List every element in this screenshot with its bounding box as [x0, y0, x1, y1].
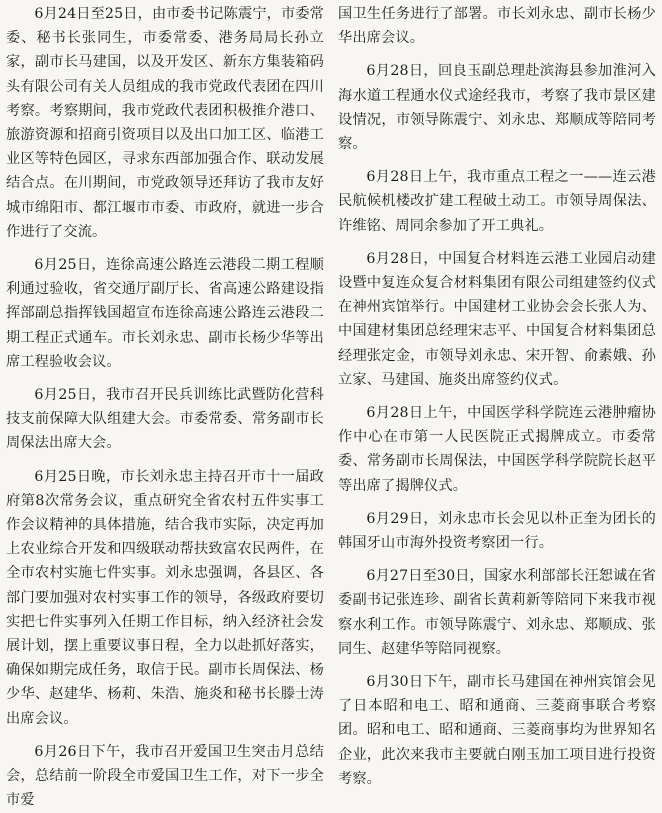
paragraph-0627-0630: 6月27日至30日，国家水利部部长汪恕诚在省委副书记张连珍、副省长黄莉新等陪同下来我市视察水利工作。市领导陈震宁、刘永忠、郑顺成、张同生、赵建华等陪同视察。	[338, 568, 657, 657]
paragraph-0625-evening: 6月25日晚，市长刘永忠主持召开市十一届政府第8次常务会议，重点研究全省农村五件实事工作会议精神的具体措施，结合我市实际，决定再加上农业综合开发和四级联动帮扶致富农民两件，在全市农村实施七件实事。刘永忠强调，各县区、各部门要加强对农村实事工作的领导，各级政府要切实把七件实事列入任期工作目标，纳入经济社会发展计划，摆上重要议事日程，全力以赴抓好落实，确保如期完成任务，取信于民。副市长周保法、杨少华、赵建华、杨莉、朱浩、施炎和秘书长滕士涛出席会议。	[6, 468, 324, 727]
left-column	[6, 2, 325, 809]
paragraph-0625-highway: 6月25日，连徐高速公路连云港段二期工程顺利通过验收，省交通厅副厅长、省高速公路建设指挥部副总指挥钱国超宣布连徐高速公路连云港段二期工程正式通车。市长刘永忠、副市长杨少华等出席工程验收会议。	[6, 257, 324, 370]
paragraph-0626-continued: 国卫生任务进行了部署。市长刘永忠、副市长杨少华出席会议。	[338, 6, 656, 47]
paragraph-0628-medical: 6月28日上午，中国医学科学院连云港肿瘤协作中心在市第一人民医院正式揭牌成立。市委常委、常务副市长周保法，中国医学科学院院长赵平等出席了揭牌仪式。	[338, 405, 656, 494]
paragraph-0628-airport: 6月28日上午，我市重点工程之一——连云港民航候机楼改扩建工程破土动工。市领导周保法、许维铭、周同余参加了开工典礼。	[338, 169, 656, 234]
paragraph-0629: 6月29日，刘永忠市长会见以朴正奎为团长的韩国牙山市海外投资考察团一行。	[338, 510, 656, 552]
paragraph-0626: 6月26日下午，我市召开爱国卫生突击月总结会，总结前一阶段全市爱国卫生工作，对下一步全市爱	[6, 743, 324, 809]
paragraph-0628-composite: 6月28日，中国复合材料连云港工业园启动建设暨中复连众复合材料集团有限公司组建签约仪式在神州宾馆举行。中国建材工业协会会长张人为、中国建材集团总经理宋志平、中国复合材料集团总经理张定金，市领导刘永忠、宋开智、俞素娥、孙立家、马建国、施炎出席签约仪式。	[338, 250, 656, 388]
paragraph-0625-militia: 6月25日，我市召开民兵训练比武暨防化营科技支前保障大队组建大会。市委常委、常务副市长周保法出席大会。	[6, 387, 324, 452]
paragraph-0628-huiliangyu: 6月28日，回良玉副总理赴滨海县参加淮河入海水道工程通水仪式途经我市，考察了我市景区建设情况，市领导陈震宁、刘永忠、郑顺成等陪同考察。	[338, 63, 656, 153]
paragraph-0624: 6月24日至25日，由市委书记陈震宁，市委常委、秘书长张同生，市委常委、港务局局长孙立家，副市长马建国，以及开发区、新东方集装箱码头有限公司有关人员组成的我市党政代表团在四川考察。考察期间，我市党政代表团积极推介港口、旅游资源和招商引资项目以及出口加工区、临港工业区等特色园区，寻求东西部加强合作、联动发展结合点。在川期间，市党政领导还拜访了我市友好城市绵阳市、都江堰市市委、市政府，就进一步合作进行了交流。	[6, 6, 325, 240]
right-column	[338, 2, 657, 787]
paragraph-0630: 6月30日下午，副市长马建国在神州宾馆会见了日本昭和电工、昭和通商、三菱商事联合考察团。昭和电工、昭和通商、三菱商事均为世界知名企业，此次来我市主要就白刚玉加工项目进行投资考察。	[338, 674, 656, 787]
